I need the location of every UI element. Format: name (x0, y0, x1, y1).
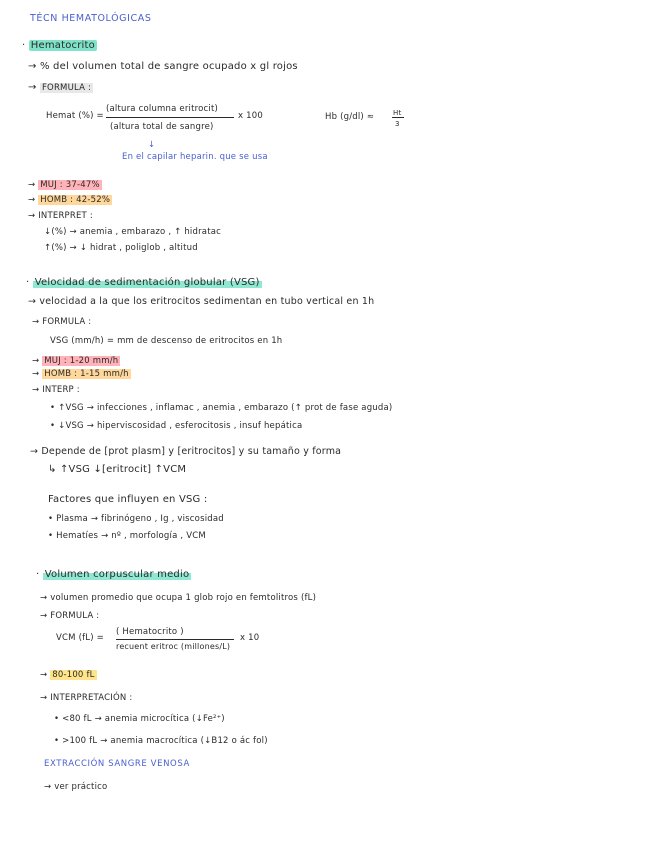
vsg-muj-arrow: → (32, 356, 40, 366)
hematocrito-formula-lhs: Hemat (%) = (46, 111, 104, 121)
hematocrito-muj-row (28, 179, 102, 191)
vsg-definition: → velocidad a la que los eritrocitos sedimentan en tubo vertical en 1h (28, 296, 375, 307)
hb-formula-lhs: Hb (g/dl) ≈ (325, 112, 375, 122)
hematocrito-fraction-line (106, 117, 234, 118)
vsg-factores: Factores que influyen en VSG : (48, 494, 208, 505)
vsg-interp-label: → INTERP : (32, 385, 80, 395)
vsg-homb-range: HOMB : 1-15 mm/h (44, 369, 129, 379)
vsg-muj-range: MUJ : 1-20 mm/h (44, 356, 119, 366)
vcm-definition: → volumen promedio que ocupa 1 glob rojo en femtolitros (fL) (40, 593, 317, 603)
vsg-homb-arrow: → (32, 369, 40, 379)
vsg-formula: VSG (mm/h) = mm de descenso de eritrocitos en 1h (50, 336, 283, 346)
vsg-homb-row (32, 368, 131, 380)
hb-formula-denominator: 3 (395, 120, 400, 128)
vcm-heading: · Volumen corpuscular medio (36, 569, 190, 580)
vsg-heading: · Velocidad de sedimentación globular (VSG) (26, 277, 260, 288)
hematocrito-formula-denominator: (altura total de sangre) (110, 122, 214, 132)
vcm-formula-lhs: VCM (fL) = (56, 633, 104, 643)
hematocrito-interpret-up: ↑(%) → ↓ hidrat , poliglob , altitud (44, 243, 198, 253)
vsg-depende-result: ↳ ↑VSG ↓[eritrocit] ↑VCM (48, 464, 187, 475)
vsg-factor-plasma: • Plasma → fibrinógeno , Ig , viscosidad (48, 514, 224, 524)
hematocrito-formula-label-text: FORMULA : (41, 83, 92, 93)
vcm-formula-denominator: recuent eritroc (millones/L) (116, 642, 231, 651)
hematocrito-homb-row (28, 194, 112, 206)
hematocrito-muj-range: MUJ : 37-47% (40, 180, 100, 190)
vcm-range: 80-100 fL (52, 670, 95, 680)
vsg-heading-text: Velocidad de sedimentación globular (VSG) (34, 277, 260, 288)
vsg-interp-down: • ↓VSG → hiperviscosidad , esferocitosis , insuf hepática (50, 421, 303, 431)
vcm-range-arrow: → (40, 670, 48, 680)
vcm-interp-label: → INTERPRETACIÓN : (40, 693, 133, 703)
hematocrito-heading-text: Hematocrito (30, 40, 95, 51)
hematocrito-formula-multiplier: x 100 (238, 111, 263, 121)
extraccion-heading: EXTRACCIÓN SANGRE VENOSA (44, 759, 190, 769)
vsg-factor-hematies: • Hematíes → nº , morfología , VCM (48, 531, 206, 541)
vcm-formula-multiplier: x 10 (240, 633, 260, 643)
vcm-interp-micro: • <80 fL → anemia microcítica (↓Fe²⁺) (54, 714, 225, 724)
vsg-interp-up: • ↑VSG → infecciones , inflamac , anemia , embarazo (↑ prot de fase aguda) (50, 403, 393, 413)
page-title: TÉCN HEMATOLÓGICAS (30, 13, 152, 24)
vcm-formula-label: → FORMULA : (40, 611, 100, 621)
hematocrito-definition: → % del volumen total de sangre ocupado x gl rojos (28, 61, 298, 72)
hb-formula-numerator: Ht (393, 109, 402, 117)
vsg-muj-row (32, 355, 120, 367)
hematocrito-interpret-label: → INTERPRET : (28, 211, 93, 221)
vcm-formula-numerator: ( Hematocrito ) (116, 627, 184, 637)
hematocrito-muj-arrow: → (28, 180, 36, 190)
vsg-formula-label: → FORMULA : (32, 317, 92, 327)
hematocrito-homb-range: HOMB : 42-52% (40, 195, 111, 205)
vcm-heading-text: Volumen corpuscular medio (44, 569, 190, 580)
vsg-depende: → Depende de [prot plasm] y [eritrocitos] y su tamaño y forma (30, 446, 342, 457)
hematocrito-note: En el capilar heparin. que se usa (122, 152, 268, 162)
hematocrito-homb-arrow: → (28, 195, 36, 205)
hematocrito-formula-label: → FORMULA : (28, 82, 92, 93)
vcm-fraction-line (116, 639, 234, 640)
hematocrito-formula-numerator: (altura columna eritrocit) (106, 104, 219, 114)
hematocrito-heading: · Hematocrito (22, 40, 95, 51)
vcm-range-row (40, 669, 97, 681)
hematocrito-interpret-down: ↓(%) → anemia , embarazo , ↑ hidratac (44, 227, 222, 237)
vcm-interp-macro: • >100 fL → anemia macrocítica (↓B12 o ác fol) (54, 736, 268, 746)
hematocrito-note-arrow: ↓ (148, 140, 156, 150)
extraccion-item: → ver práctico (44, 782, 108, 792)
